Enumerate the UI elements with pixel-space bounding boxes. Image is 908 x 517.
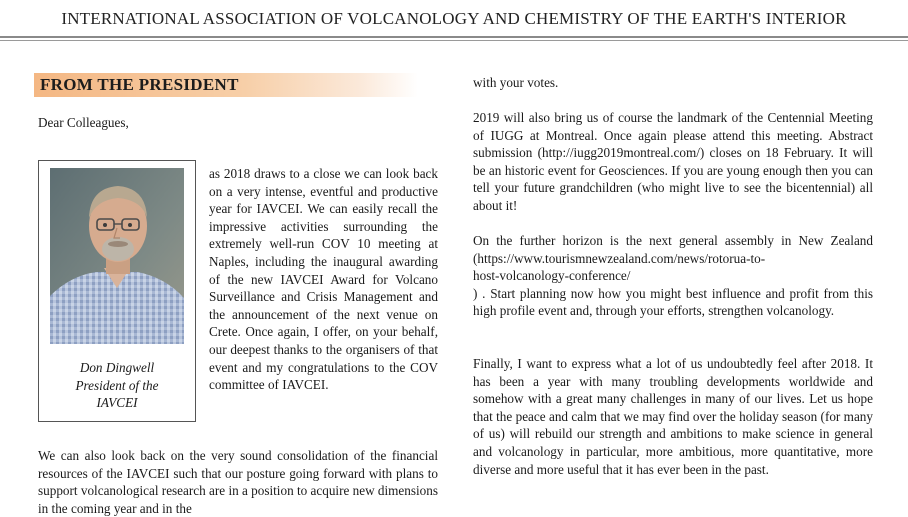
horizon-rest: ) . Start planning now how you might best influence and profit from this high profile event and, through your efforts, strengthen volcanology. xyxy=(473,285,873,319)
caption-org: IAVCEI xyxy=(96,395,138,411)
caption-role: President of the xyxy=(75,377,159,393)
caption-name: Don Dingwell xyxy=(79,360,155,375)
header-divider xyxy=(0,36,908,38)
votes-paragraph: with your votes. xyxy=(473,75,559,90)
centennial-paragraph: 2019 will also bring us of course the landmark of the Centennial Meeting of IUGG at Montreal. Once again please attend this meeting. Abstract submission (http://iugg2019montreal.com/) closes on 18 February. It will be an historic event for Geosciences. If you are young enough then you can tell your future grandchildren (who might live to see the bicentennial) all about it! xyxy=(473,110,873,213)
president-portrait xyxy=(50,168,184,344)
nz-conference-link[interactable]: host-volcanology-conference/ xyxy=(473,268,631,284)
finances-paragraph: We can also look back on the very sound consolidation of the financial resources of the IAVCEI such that our posture going forward with plans to support volcanological research are in a position to acquire new dimensions in the coming year and in the xyxy=(38,448,438,516)
header-divider-thin xyxy=(0,40,908,41)
horizon-paragraph xyxy=(473,232,873,320)
salutation: Dear Colleagues, xyxy=(38,115,129,130)
portrait-frame xyxy=(38,160,196,422)
intro-paragraph: as 2018 draws to a close we can look back on a very intense, eventful and productive year for IAVCEI. We can easily recall the impressive activities surrounding the extremely well-run COV 10 meeting at Naples, including the inaugural awarding of the new IAVCEI Award for Volcano Surveillance and Crisis Management and the announcement of the next venue on Crete. Once again, I offer, on your behalf, our deepest thanks to the organisers of that event and my congratulations to the COV committee of IAVCEI. xyxy=(209,166,438,393)
organization-title: INTERNATIONAL ASSOCIATION OF VOLCANOLOGY AND CHEMISTRY OF THE EARTH'S INTERIOR xyxy=(61,9,847,28)
section-heading-text: FROM THE PRESIDENT xyxy=(40,75,239,94)
horizon-intro: On the further horizon is the next general assembly in New Zealand (https://www.tourismnewzealand.com/news/rotorua-to- xyxy=(473,233,873,266)
page-header xyxy=(0,0,908,40)
portrait-caption xyxy=(39,359,195,412)
closing-paragraph: Finally, I want to express what a lot of us undoubtedly feel after 2018. It has been a year with many troubling developments worldwide and somehow with a great many challenges in many of our lives. Let us hope that the peace and calm that we may find over the holiday season (for many of us) will rebuild our strength and ambitions to make science in general and volcanology in particular, more ambitious, more quantitative, more diverse and more useful that it has ever been in the past. xyxy=(473,356,873,477)
section-heading xyxy=(34,73,418,97)
